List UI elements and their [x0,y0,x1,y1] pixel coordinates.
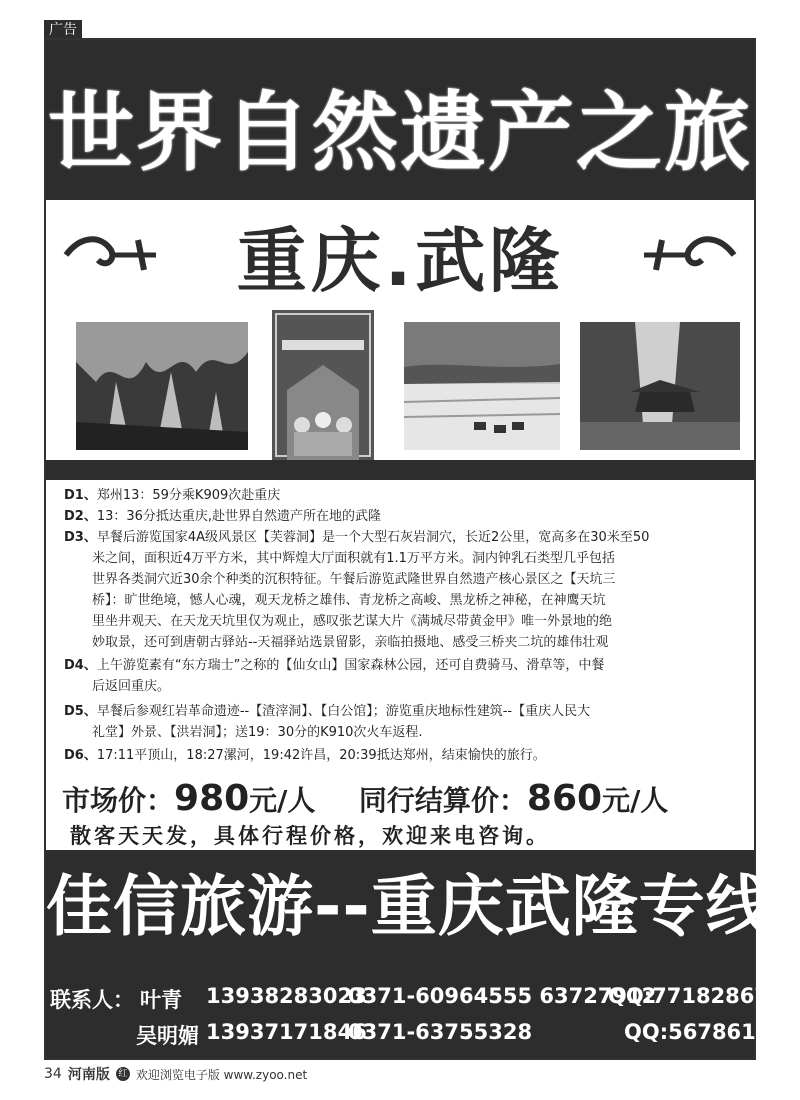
contact-phone: 0371-63755328 [348,1020,533,1044]
ad-tag: 广告 [44,20,82,40]
trade-price-unit: 元/人 [602,784,669,817]
main-title: 世界自然遗产之旅 [48,83,752,183]
contact-name: 叶青 [140,988,182,1012]
contact-label: 联系人： [50,988,134,1012]
logo-icon: 红 [116,1067,130,1081]
itinerary-line: 妙取景，还可到唐朝古驿站--天福驿站选景留影，亲临拍摄地、感受三桥夹二坑的雄伟壮观 [92,635,609,650]
trade-price-label: 同行结算价： [358,784,527,817]
market-price-value: 980 [174,778,250,819]
contact-qq: QQ:56786147 [624,1020,785,1044]
contact-mobile: 13937171846 [206,1020,367,1044]
itinerary-line: 礼堂】外景、【洪岩洞】；送19：30分的K910次火车返程. [92,725,423,740]
itinerary-line: D5、早餐后参观红岩革命遗迹--【渣滓洞】、【白公馆】；游览重庆地标性建筑--【重庆人民大 [64,704,591,719]
itinerary-line: 桥】：旷世绝境，憾人心魂，观天龙桥之雄伟、青龙桥之高峻、黑龙桥之神秘，在神鹰天坑 [92,593,606,608]
contact-phone: 0371-60964555 63727912 [348,984,657,1008]
brand-title: 佳信旅游--重庆武隆专线 [46,868,773,945]
grassland-photo [396,322,568,450]
itinerary-line: 里坐井观天、在天龙天坑里仅为观止，感叹张艺谋大片《满城尽带黄金甲》唯一外景地的绝 [92,614,613,629]
notice-text: 散客天天发，具体行程价格，欢迎来电咨询。 [70,824,550,848]
itinerary-line: 世界各类洞穴近30余个种类的沉积特征。午餐后游览武隆世界自然遗产核心景区之【天坑三 [92,572,616,587]
price-line [62,778,742,818]
cave-photo [76,322,248,450]
contact-name: 吴明媚 [136,1024,199,1048]
movie-poster-photo [272,310,374,460]
contact-mobile: 13938283023 [206,984,367,1008]
itinerary-line: D3、早餐后游览国家4A级风景区【芙蓉洞】是一个大型石灰岩洞穴，长近2公里，宽高多在30米至50 [64,530,650,545]
sub-title: 重庆.武隆 [236,219,564,302]
photo-strip-base [46,460,754,480]
edition-label: 河南版 [67,1067,110,1083]
itinerary-line: D1、郑州13：59分乘K909次赴重庆 [64,488,281,503]
left-ornament-icon [56,230,166,280]
footer [44,1064,307,1084]
contact-qq: QQ:771828678 [608,984,784,1008]
itinerary-line: 米之间，面积近4万平方米，其中辉煌大厅面积就有1.1万平方米。洞内钟乳石类型几乎包括 [92,551,615,566]
trade-price-value: 860 [526,778,603,819]
itinerary-line: 后返回重庆。 [92,679,171,694]
canyon-photo [574,322,746,450]
itinerary-line: D2、13：36分抵达重庆,赴世界自然遗产所在地的武隆 [64,509,382,524]
market-price-unit: 元/人 [249,784,316,817]
market-price-label: 市场价： [62,784,175,817]
right-ornament-icon [634,230,744,280]
page-number: 34 [44,1066,62,1082]
itinerary-line: D4、上午游览素有“东方瑞士”之称的【仙女山】国家森林公园，还可自费骑马、滑草等，中餐 [64,658,605,673]
itinerary-line: D6、17:11平顶山，18:27漯河，19:42许昌，20:39抵达郑州，结束愉快的旅行。 [64,748,546,763]
website-link[interactable]: 欢迎浏览电子版 www.zyoo.net [135,1067,308,1082]
